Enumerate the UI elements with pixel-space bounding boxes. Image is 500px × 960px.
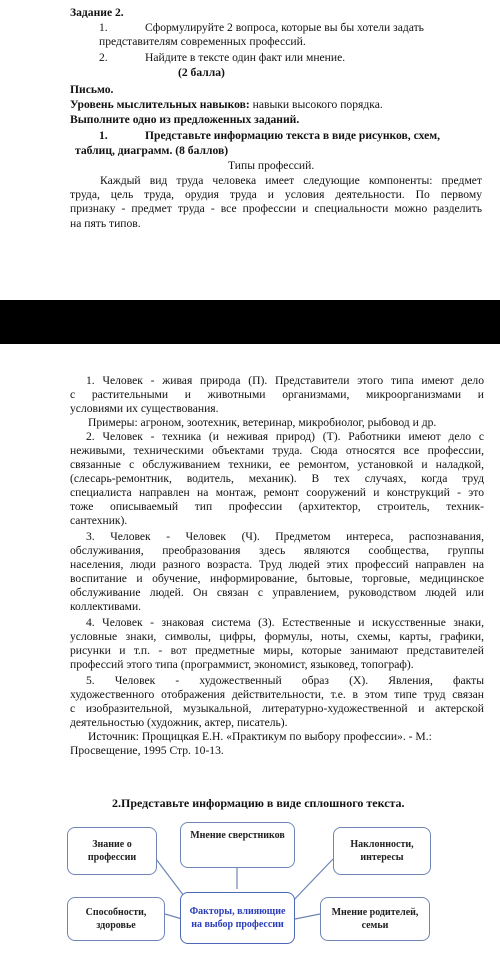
factor-parents-label: Мнение родителей, семьи bbox=[331, 907, 419, 931]
body-line: деятельностью (художник, актер, писатель). bbox=[70, 716, 288, 729]
intro-line: на пять типов. bbox=[70, 217, 141, 230]
task2-title: Задание 2. bbox=[70, 6, 124, 19]
body-line: тоже описываемый тип профессии (архитектор, строитель, техник- bbox=[70, 500, 484, 513]
writing-instruction: Выполните одно из предложенных заданий. bbox=[70, 113, 300, 126]
body-line: населения, люди разного возраста. Труд людей этих профессий направлен на bbox=[70, 558, 484, 571]
level-line bbox=[70, 98, 383, 112]
body-line: Просвещение, 1995 Стр. 10-13. bbox=[70, 744, 224, 757]
top-page bbox=[0, 0, 500, 300]
writing-title: Письмо. bbox=[70, 83, 114, 96]
body-line: (слесарь-ремонтник, водитель, механик). В тех случаях, когда труд bbox=[70, 472, 484, 485]
factor-center-label: Факторы, влияющие на выбор профессии bbox=[189, 906, 286, 930]
factor-peers-box bbox=[180, 822, 295, 868]
factor-interests-box bbox=[333, 827, 431, 875]
bottom-page bbox=[0, 344, 500, 960]
body-line: Примеры: агроном, зоотехник, ветеринар, микробиолог, рыбовод и др. bbox=[88, 416, 437, 429]
body-line: условиями их существования. bbox=[70, 402, 219, 415]
body-line: сантехник). bbox=[70, 514, 128, 527]
body-line: обслуживания, преобразования здесь являются сообщества, группы bbox=[70, 544, 484, 557]
task2-points: (2 балла) bbox=[178, 66, 225, 79]
task2-item2-text: Найдите в тексте один факт или мнение. bbox=[145, 51, 346, 64]
factor-peers-label: Мнение сверстников bbox=[190, 830, 285, 841]
connector-line bbox=[295, 914, 320, 919]
factor-knowledge-box bbox=[67, 827, 157, 875]
task2-item1-num: 1. bbox=[99, 21, 108, 34]
intro-line: труда, цель труда, орудия труда и условия деятельности. По первому bbox=[70, 188, 482, 201]
body-line: условные знаки, символы, цифры, формулы, ноты, схемы, карты, графики, bbox=[70, 630, 484, 643]
level-value: навыки высокого порядка. bbox=[252, 98, 383, 111]
body-line: 1. Человек - живая природа (П). Представители этого типа имеют дело bbox=[86, 374, 484, 387]
body-line: воспитание и обучение, информирование, бытовые, торговые, медицинское bbox=[70, 572, 484, 585]
body-line: с изобразительной, музыкальной, литературно-художественной и актерской bbox=[70, 702, 484, 715]
intro-line: признаку - предмет труда - все профессии и специальности можно разделить bbox=[70, 202, 482, 215]
separator-band bbox=[0, 300, 500, 344]
body-line: коллективами. bbox=[70, 600, 142, 613]
intro-line: Каждый вид труда человека имеет следующие компоненты: предмет bbox=[100, 174, 482, 187]
factor-interests-label: Наклонности, интересы bbox=[350, 839, 414, 863]
body-line: с растительными и животными организмами, микроорганизмами и bbox=[70, 388, 484, 401]
body-line: связанные с обслуживанием техники, ее ремонтом, установкой и наладкой, bbox=[70, 458, 484, 471]
body-line: специалиста направлен на монтаж, ремонт сооружений и конструкций - это bbox=[70, 486, 484, 499]
factor-knowledge-label: Знание о профессии bbox=[87, 839, 137, 863]
body-line: 3. Человек - Человек (Ч). Предметом интереса, распознавания, bbox=[86, 530, 484, 543]
body-line: 5. Человек - художественный образ (Х). Явления, факты bbox=[86, 674, 484, 687]
body-line: обслуживание людей. Он связан с управлением, руководством людей или bbox=[70, 586, 484, 599]
body-line: Источник: Прощицкая Е.Н. «Практикум по выбору профессии». - М.: bbox=[88, 730, 432, 743]
factor-center-box bbox=[180, 892, 295, 944]
level-label: Уровень мыслительных навыков: bbox=[70, 98, 250, 111]
writing-task1-line2: таблиц, диаграмм. (8 баллов) bbox=[75, 144, 229, 157]
factor-parents-box bbox=[320, 897, 430, 941]
writing-task1-num: 1. bbox=[99, 129, 108, 142]
writing-task1-line1: Представьте информацию текста в виде рисунков, схем, bbox=[145, 129, 441, 142]
task2b-title: 2.Представьте информацию в виде сплошного текста. bbox=[112, 796, 405, 810]
factor-abilities-label: Способности, здоровье bbox=[85, 907, 147, 931]
task2-item1-line2: представителям современных профессий. bbox=[99, 35, 306, 48]
body-line: рисунки и т.п. - вот предметные миры, которые занимают представителей bbox=[70, 644, 484, 657]
factor-abilities-box bbox=[67, 897, 165, 941]
body-line: профессий этого типа (программист, экономист, языковед, топограф). bbox=[70, 658, 414, 671]
body-line: 4. Человек - знаковая система (З). Естественные и искусственные знаки, bbox=[86, 616, 484, 629]
body-line: художественного отображения действительности, т.е. в этом типе труд связан bbox=[70, 688, 484, 701]
body-line: 2. Человек - техника (и неживая природ) (Т). Работники имеют дело с bbox=[86, 430, 484, 443]
body-line: неживыми, техническими объектами труда. Сюда относятся все профессии, bbox=[70, 444, 484, 457]
task2-item2-num: 2. bbox=[99, 51, 108, 64]
text-title: Типы профессий. bbox=[228, 159, 315, 172]
task2-item1-line1: Сформулируйте 2 вопроса, которые вы бы хотели задать bbox=[145, 21, 424, 34]
